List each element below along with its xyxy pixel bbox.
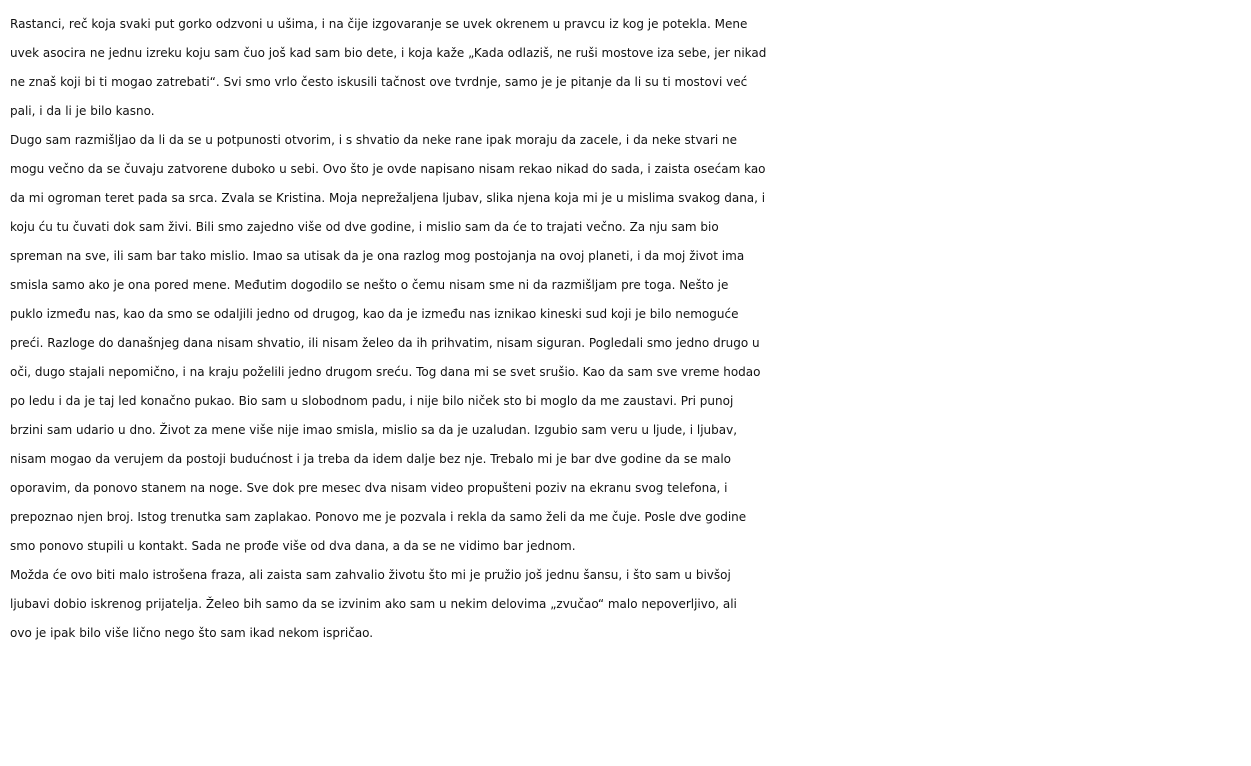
document-body <box>10 10 1250 648</box>
text-line: da mi ogroman teret pada sa srca. Zvala se Kristina. Moja neprežaljena ljubav, slika njena koja mi je u mislima svakog dana, i <box>10 191 766 205</box>
text-line: Rastanci, reč koja svaki put gorko odzvoni u ušima, i na čije izgovaranje se uvek okrenem u pravcu iz kog je potekla. Mene <box>10 17 748 31</box>
text-line: puklo između nas, kao da smo se odaljili jedno od drugog, kao da je između nas iznikao kineski sud koji je bilo nemoguće <box>10 307 739 321</box>
text-line: mogu večno da se čuvaju zatvorene duboko u sebi. Ovo što je ovde napisano nisam rekao nikad do sada, i zaista osećam kao <box>10 162 766 176</box>
text-line: koju ću tu čuvati dok sam živi. Bili smo zajedno više od dve godine, i mislio sam da će to trajati večno. Za nju sam bio <box>10 220 719 234</box>
text-line: spreman na sve, ili sam bar tako mislio. Imao sa utisak da je ona razlog mog postojanja na ovoj planeti, i da moj život ima <box>10 249 745 263</box>
text-line: preći. Razloge do današnjeg dana nisam shvatio, ili nisam želeo da ih prihvatim, nisam siguran. Pogledali smo jedno drugo u <box>10 336 760 350</box>
text-line: po ledu i da je taj led konačno pukao. Bio sam u slobodnom padu, i nije bilo niček sto bi moglo da me zaustavi. Pri punoj <box>10 394 734 408</box>
text-line: uvek asocira ne jednu izreku koju sam čuo još kad sam bio dete, i koja kaže „Kada odlaziš, ne ruši mostove iza sebe, jer nikad <box>10 46 767 60</box>
text-line: oporavim, da ponovo stanem na noge. Sve dok pre mesec dva nisam video propušteni poziv na ekranu svog telefona, i <box>10 481 728 495</box>
text-line: prepoznao njen broj. Istog trenutka sam zaplakao. Ponovo me je pozvala i rekla da samo želi da me čuje. Posle dve godine <box>10 510 747 524</box>
text-line: nisam mogao da verujem da postoji budućnost i ja treba da idem dalje bez nje. Trebalo mi je bar dve godine da se malo <box>10 452 731 466</box>
text-line: smo ponovo stupili u kontakt. Sada ne prođe više od dva dana, a da se ne vidimo bar jednom. <box>10 539 576 553</box>
text-line: brzini sam udario u dno. Život za mene više nije imao smisla, mislio sa da je uzaludan. Izgubio sam veru u ljude, i ljubav, <box>10 423 738 437</box>
text-line: ne znaš koji bi ti mogao zatrebati“. Svi smo vrlo često iskusili tačnost ove tvrdnje, samo je je pitanje da li su ti mostovi već <box>10 75 748 89</box>
text-line: smisla samo ako je ona pored mene. Međutim dogodilo se nešto o čemu nisam sme ni da razmišljam pre toga. Nešto je <box>10 278 729 292</box>
text-line: oči, dugo stajali nepomično, i na kraju poželili jedno drugom sreću. Tog dana mi se svet srušio. Kao da sam sve vreme hodao <box>10 365 761 379</box>
text-line: Dugo sam razmišljao da li da se u potpunosti otvorim, i s shvatio da neke rane ipak moraju da zacele, i da neke stvari ne <box>10 133 738 147</box>
text-line: ljubavi dobio iskrenog prijatelja. Želeo bih samo da se izvinim ako sam u nekim delovima „zvučao“ malo nepoverljivo, ali <box>10 597 737 611</box>
text-line: pali, i da li je bilo kasno. <box>10 104 155 118</box>
text-line: ovo je ipak bilo više lično nego što sam ikad nekom ispričao. <box>10 626 374 640</box>
text-line: Možda će ovo biti malo istrošena fraza, ali zaista sam zahvalio životu što mi je pružio još jednu šansu, i što sam u bivšoj <box>10 568 731 582</box>
